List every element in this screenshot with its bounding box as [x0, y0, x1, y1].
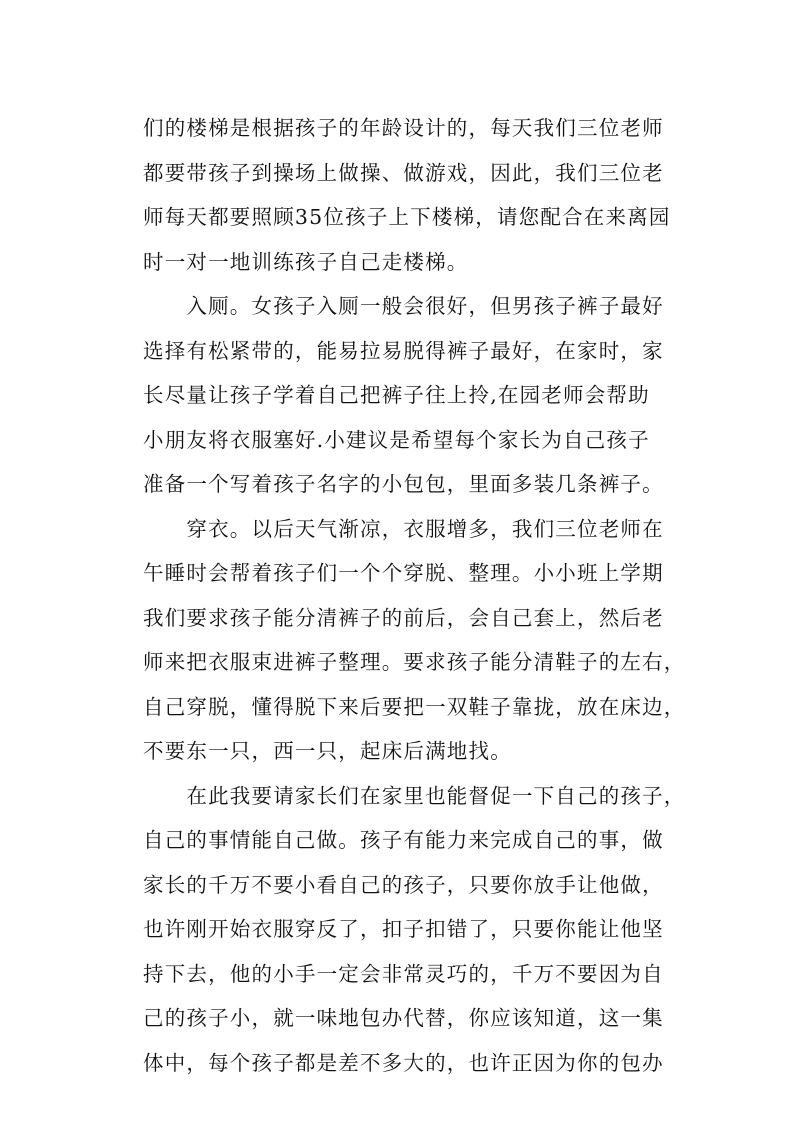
text-line: 师来把衣服束进裤子整理。要求孩子能分清鞋子的左右，: [143, 650, 686, 674]
text-line: 们的楼梯是根据孩子的年龄设计的，每天我们三位老师: [143, 116, 664, 140]
text-line: 午睡时会帮着孩子们一个个穿脱、整理。小小班上学期: [143, 561, 664, 585]
text-line: 自己穿脱，懂得脱下来后要把一双鞋子靠拢，放在床边，: [143, 694, 686, 719]
text-line: 我们要求孩子能分清裤子的前后，会自己套上，然后老: [143, 605, 664, 630]
text-line: 持下去，他的小手一定会非常灵巧的，千万不要因为自: [143, 961, 664, 986]
body-text: [143, 106, 686, 1085]
text-line: 都要带孩子到操场上做操、做游戏，因此，我们三位老: [143, 160, 664, 185]
text-line: 在此我要请家长们在家里也能督促一下自己的孩子，: [143, 783, 686, 808]
text-line: 不要东一只，西一只，起床后满地找。: [143, 739, 512, 763]
text-line: 穿衣。以后天气渐凉，衣服增多，我们三位老师在: [143, 516, 664, 541]
text-line: 长尽量让孩子学着自己把裤子往上拎,在园老师会帮助: [143, 383, 650, 407]
text-line: 家长的千万不要小看自己的孩子，只要你放手让他做，: [143, 872, 664, 897]
text-line: 时一对一地训练孩子自己走楼梯。: [143, 249, 469, 274]
text-line: 小朋友将衣服塞好.小建议是希望每个家长为自己孩子: [143, 427, 650, 452]
text-line: 自己的事情能自己做。孩子有能力来完成自己的事，做: [143, 828, 664, 852]
text-line: 也许刚开始衣服穿反了，扣子扣错了，只要你能让他坚: [143, 917, 664, 941]
text-line: 己的孩子小，就一味地包办代替，你应该知道，这一集: [143, 1006, 664, 1030]
text-line: 体中，每个孩子都是差不多大的，也许正因为你的包办: [143, 1050, 664, 1075]
text-line: 入厕。女孩子入厕一般会很好，但男孩子裤子最好: [143, 294, 664, 318]
text-line: 师每天都要照顾35位孩子上下楼梯，请您配合在来离园: [143, 205, 671, 229]
text-line: 选择有松紧带的，能易拉易脱得裤子最好，在家时，家: [143, 338, 664, 363]
text-line: 准备一个写着孩子名字的小包包，里面多装几条裤子。: [143, 472, 664, 496]
